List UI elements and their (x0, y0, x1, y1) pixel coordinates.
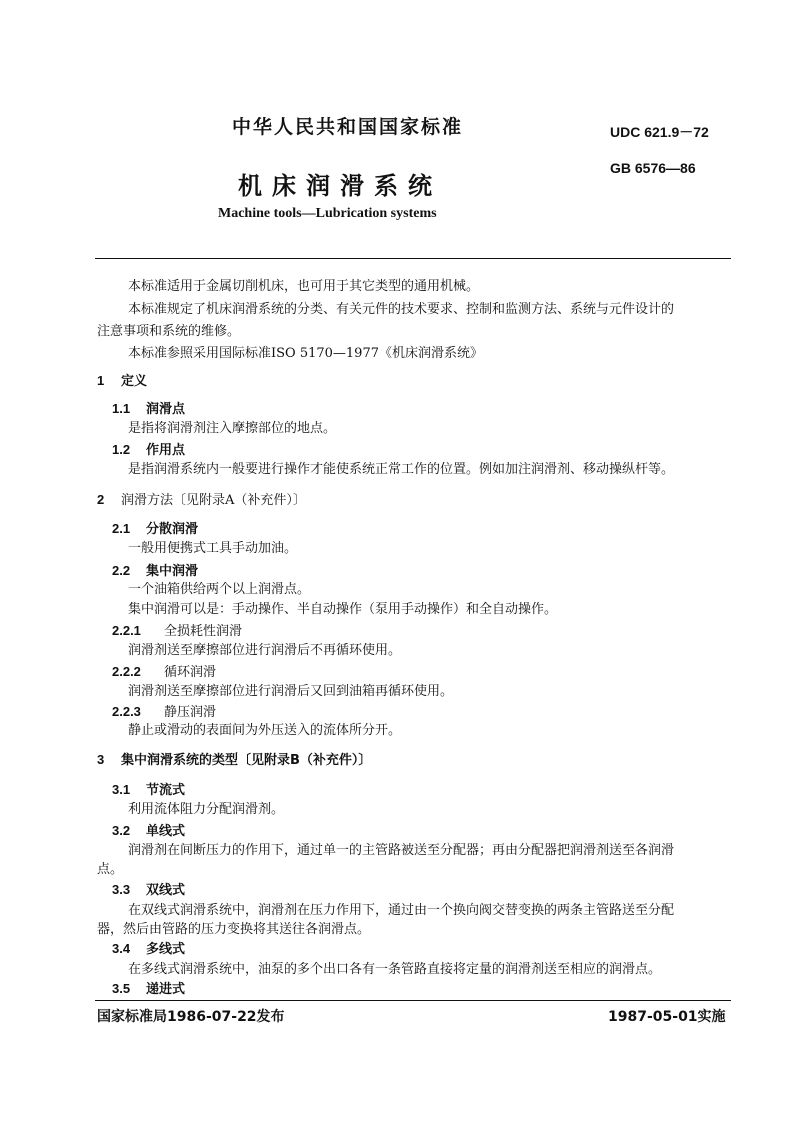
intro-line-4: 本标准参照采用国际标准ISO 5170—1977《机床润滑系统》 (128, 346, 483, 361)
section-title: 分散润滑 (146, 522, 199, 537)
section-2-2-2-body: 润滑剂送至摩擦部位进行润滑后又回到油箱再循环使用。 (128, 684, 454, 699)
section-1-heading (97, 373, 147, 390)
header-divider (95, 258, 731, 259)
section-3-1-body: 利用流体阻力分配润滑剂。 (128, 802, 285, 817)
section-number: 3.5 (112, 981, 131, 996)
section-1-1-heading (112, 401, 185, 418)
section-3-heading (97, 752, 371, 769)
section-number: 3.2 (112, 823, 131, 838)
section-number: 2.2 (112, 563, 131, 578)
section-2-1-body: 一般用便携式工具手动加油。 (128, 541, 298, 556)
section-3-1-heading (112, 782, 185, 799)
section-2-2-heading (112, 563, 198, 580)
section-2-2-body-2: 集中润滑可以是：手动操作、半自动操作（泵用手动操作）和全自动操作。 (128, 602, 558, 617)
section-number: 3.3 (112, 882, 131, 897)
section-2-2-3-body: 静止或滑动的表面间为外压送入的流体所分开。 (128, 723, 402, 738)
section-title: 节流式 (146, 783, 186, 798)
section-title: 递进式 (146, 982, 186, 997)
section-number: 2 (97, 492, 105, 507)
section-2-2-body-1: 一个油箱供给两个以上润滑点。 (128, 582, 311, 597)
intro-line-3: 注意事项和系统的维修。 (97, 324, 241, 339)
section-number: 2.2.1 (112, 623, 141, 638)
issuing-authority: 中华人民共和国国家标准 (232, 116, 464, 138)
section-title: 集中润滑系统的类型〔见附录B（补充件）〕 (121, 753, 372, 768)
section-3-4-body: 在多线式润滑系统中，油泵的多个出口各有一条管路直接将定量的润滑剂送至相应的润滑点。 (128, 962, 662, 977)
section-1-1-body: 是指将润滑剂注入摩擦部位的地点。 (128, 421, 337, 436)
udc-code: UDC 621.9－72 (610, 124, 709, 140)
section-title: 双线式 (146, 883, 186, 898)
section-number: 3 (97, 752, 105, 767)
section-number: 2.2.3 (112, 704, 141, 719)
footer-divider (95, 1000, 731, 1001)
section-title: 润滑点 (146, 402, 186, 417)
section-3-5-heading (112, 981, 185, 998)
section-2-2-1-body: 润滑剂送至摩擦部位进行润滑后不再循环使用。 (128, 643, 402, 658)
section-3-2-body-2: 点。 (97, 862, 124, 877)
standard-number: GB 6576—86 (610, 160, 696, 176)
section-number: 1 (97, 373, 105, 388)
section-title: 定义 (121, 374, 148, 389)
section-number: 3.1 (112, 782, 131, 797)
section-2-1-heading (112, 521, 198, 538)
section-3-3-body-1: 在双线式润滑系统中，润滑剂在压力作用下，通过由一个换向阀交替变换的两条主管路送至分配 (128, 903, 675, 918)
issue-date: 国家标准局1986-07-22发布 (97, 1009, 285, 1025)
effective-date: 1987-05-01实施 (608, 1009, 726, 1025)
section-2-heading (97, 492, 306, 509)
section-number: 2.2.2 (112, 664, 141, 679)
section-3-4-heading (112, 941, 185, 958)
section-number: 1.2 (112, 442, 131, 457)
section-title: 静压润滑 (164, 705, 217, 720)
section-title: 全损耗性润滑 (164, 624, 243, 639)
document-title-cn: 机床润滑系统 (238, 172, 442, 200)
section-2-2-1-heading (112, 623, 242, 640)
section-2-2-3-heading (112, 704, 216, 721)
section-1-2-body: 是指润滑系统内一般要进行操作才能使系统正常工作的位置。例如加注润滑剂、移动操纵杆等。 (128, 462, 675, 477)
section-3-3-heading (112, 882, 185, 899)
section-1-2-heading (112, 442, 185, 459)
section-3-2-body-1: 润滑剂在间断压力的作用下，通过单一的主管路被送至分配器；再由分配器把润滑剂送至各润滑 (128, 843, 675, 858)
document-title-en: Machine tools—Lubrication systems (218, 206, 437, 221)
intro-line-2: 本标准规定了机床润滑系统的分类、有关元件的技术要求、控制和监测方法、系统与元件设计的 (128, 302, 675, 317)
section-2-2-2-heading (112, 664, 216, 681)
section-title: 润滑方法〔见附录A（补充件）〕 (121, 493, 306, 508)
section-title: 多线式 (146, 942, 186, 957)
section-title: 集中润滑 (146, 564, 199, 579)
section-number: 1.1 (112, 401, 131, 416)
section-number: 2.1 (112, 521, 131, 536)
section-title: 单线式 (146, 824, 186, 839)
section-title: 作用点 (146, 443, 186, 458)
section-number: 3.4 (112, 941, 131, 956)
section-3-3-body-2: 器，然后由管路的压力变换将其送往各润滑点。 (97, 922, 371, 937)
section-title: 循环润滑 (164, 665, 217, 680)
intro-line-1: 本标准适用于金属切削机床，也可用于其它类型的通用机械。 (128, 279, 480, 294)
section-3-2-heading (112, 823, 185, 840)
